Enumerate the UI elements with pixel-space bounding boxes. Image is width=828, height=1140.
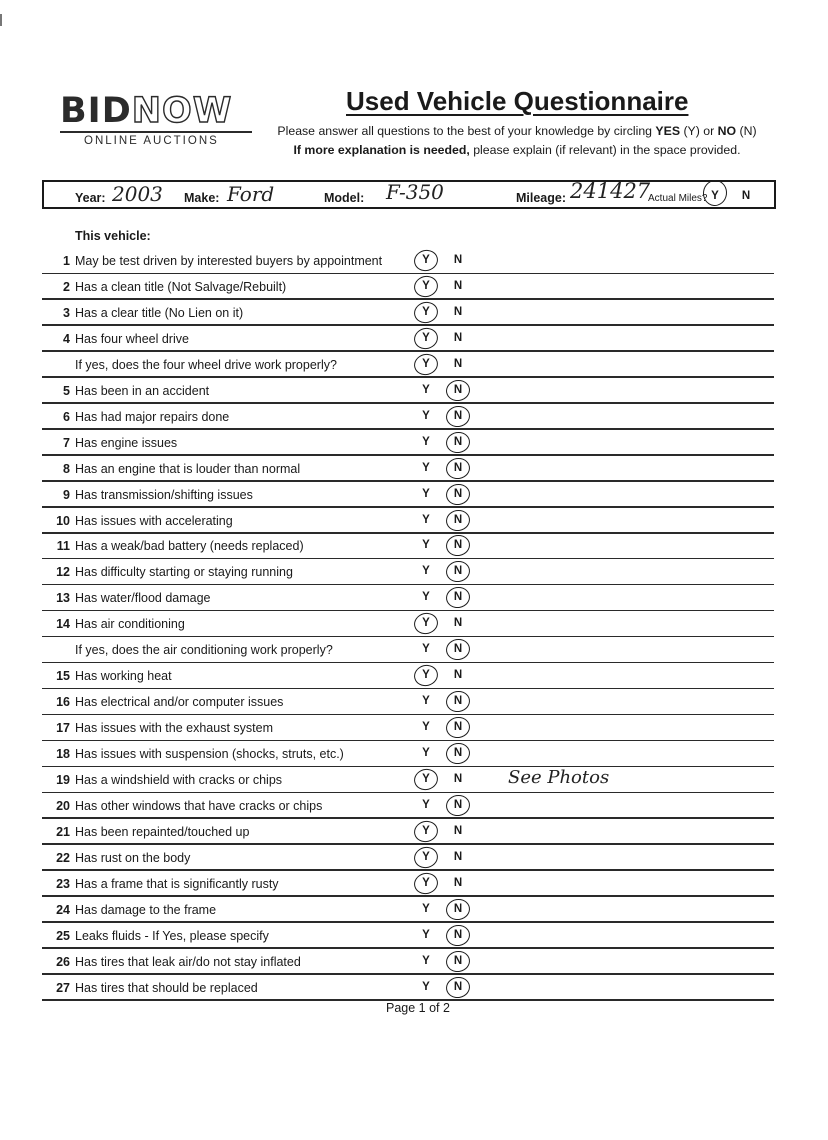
answer-yes-option[interactable]: Y <box>422 928 430 941</box>
answer-no-option[interactable]: N <box>453 798 463 811</box>
question-row <box>42 482 774 508</box>
question-text: Has issues with accelerating <box>75 513 233 528</box>
answer-no-option[interactable]: N <box>453 850 463 863</box>
answer-circle-mark <box>444 585 471 610</box>
bidnow-logo <box>60 93 252 147</box>
question-number: 24 <box>56 902 70 917</box>
question-row <box>42 637 774 663</box>
question-number: 5 <box>63 383 70 398</box>
answer-yes-option[interactable]: Y <box>422 331 430 344</box>
question-number: 9 <box>63 487 70 502</box>
answer-circle-mark <box>444 430 471 455</box>
question-row <box>42 611 774 637</box>
question-number: 27 <box>56 980 70 995</box>
question-text: Has a windshield with cracks or chips <box>75 773 283 787</box>
actual-miles-no[interactable]: N <box>741 190 751 202</box>
question-number: 14 <box>56 617 70 632</box>
answer-circle-mark <box>412 247 440 273</box>
answer-no-option[interactable]: N <box>453 487 463 500</box>
question-number: 11 <box>56 539 70 554</box>
actual-miles-yes[interactable]: Y <box>711 190 719 202</box>
answer-no-option[interactable]: N <box>453 331 463 344</box>
answer-circle-mark <box>444 975 471 1000</box>
question-row <box>42 533 774 559</box>
answer-circle-mark <box>444 689 471 714</box>
question-row <box>42 585 774 611</box>
answer-yes-option[interactable]: Y <box>422 669 430 682</box>
answer-no-option[interactable]: N <box>453 928 463 941</box>
model-value[interactable]: F-350 <box>386 180 444 204</box>
answer-circle-mark <box>444 559 471 584</box>
answer-no-option[interactable]: N <box>453 357 463 370</box>
model-label: Model: <box>324 191 365 205</box>
question-number: 8 <box>63 461 70 476</box>
answer-circle-mark <box>444 793 471 818</box>
answer-no-option[interactable]: N <box>453 721 463 734</box>
question-number: 6 <box>63 409 70 424</box>
question-row <box>42 352 774 378</box>
answer-circle-mark <box>412 663 440 689</box>
answer-circle-mark <box>444 482 471 507</box>
answer-circle-mark <box>444 456 471 481</box>
answer-yes-option[interactable]: Y <box>422 954 430 967</box>
question-text: Has been repainted/touched up <box>75 824 250 839</box>
logo-now: NOW <box>131 91 233 131</box>
question-row <box>42 845 774 871</box>
answer-circle-mark <box>412 299 440 325</box>
instructions-no-code: (N) <box>736 124 757 138</box>
question-row <box>42 741 774 767</box>
question-text: Has a weak/bad battery (needs replaced) <box>75 539 304 554</box>
page-number: Page 1 of 2 <box>386 1001 450 1015</box>
make-label: Make: <box>184 191 220 205</box>
question-row <box>42 274 774 300</box>
answer-yes-option[interactable]: Y <box>422 357 430 370</box>
answer-yes-option[interactable]: Y <box>422 617 430 630</box>
question-number: 10 <box>56 513 70 528</box>
question-text: Has air conditioning <box>75 617 185 632</box>
answer-yes-option[interactable]: Y <box>422 305 430 318</box>
answer-yes-option[interactable]: Y <box>422 643 430 656</box>
page-title: Used Vehicle Questionnaire <box>346 86 689 116</box>
answer-circle-mark <box>412 870 440 896</box>
answer-circle-mark <box>444 404 471 429</box>
question-number: 15 <box>56 669 70 684</box>
question-number: 23 <box>56 876 70 891</box>
answer-no-option[interactable]: N <box>453 435 463 448</box>
vehicle-info-box <box>42 180 776 209</box>
instructions-yes: YES <box>655 124 681 138</box>
answer-yes-option[interactable]: Y <box>422 539 430 552</box>
answer-no-option[interactable]: N <box>453 954 463 967</box>
question-text: Has issues with the exhaust system <box>75 721 273 736</box>
answer-yes-option[interactable]: Y <box>422 902 430 915</box>
question-number: 18 <box>56 747 70 762</box>
question-row <box>42 378 774 404</box>
question-row <box>42 300 774 326</box>
answer-circle-mark <box>412 818 440 844</box>
mileage-value[interactable]: 241427 <box>570 179 651 203</box>
answer-no-option[interactable]: N <box>453 591 463 604</box>
question-row <box>42 430 774 456</box>
question-row <box>42 508 774 534</box>
answer-circle-mark <box>412 611 440 637</box>
answer-no-option[interactable]: N <box>453 539 463 552</box>
question-number: 3 <box>63 305 70 320</box>
answer-yes-option[interactable]: Y <box>422 461 430 474</box>
answer-yes-option[interactable]: Y <box>422 383 430 396</box>
answer-yes-option[interactable]: Y <box>422 798 430 811</box>
answer-circle-mark <box>412 351 440 377</box>
answer-yes-option[interactable]: Y <box>422 409 430 422</box>
question-text: Leaks fluids - If Yes, please specify <box>75 928 269 943</box>
question-number: 4 <box>63 331 70 346</box>
answer-no-option[interactable]: N <box>453 279 463 292</box>
answer-yes-option[interactable]: Y <box>422 435 430 448</box>
answer-yes-option[interactable]: Y <box>422 850 430 863</box>
question-number: 19 <box>56 773 70 787</box>
answer-yes-option[interactable]: Y <box>422 695 430 708</box>
answer-no-option[interactable]: N <box>453 824 463 837</box>
answer-yes-option[interactable]: Y <box>422 747 430 760</box>
question-number: 25 <box>56 928 70 943</box>
question-text: Has electrical and/or computer issues <box>75 695 284 710</box>
question-number: 17 <box>56 721 70 736</box>
answer-no-option[interactable]: N <box>453 254 463 266</box>
question-text: Has an engine that is louder than normal <box>75 461 301 476</box>
answer-circle-mark <box>412 766 440 792</box>
question-text: Has had major repairs done <box>75 409 230 424</box>
answer-circle-mark <box>444 534 471 559</box>
question-number: 12 <box>56 565 70 580</box>
answer-yes-option[interactable]: Y <box>422 773 430 785</box>
question-row <box>42 663 774 689</box>
answer-no-option[interactable]: N <box>453 461 463 474</box>
question-text: Has transmission/shifting issues <box>75 487 253 502</box>
answer-circle-mark <box>412 844 440 870</box>
question-row <box>42 404 774 430</box>
question-text: May be test driven by interested buyers by appointment <box>75 254 383 268</box>
answer-no-option[interactable]: N <box>453 876 463 889</box>
answer-yes-option[interactable]: Y <box>422 487 430 500</box>
logo-subtitle: ONLINE AUCTIONS <box>84 135 219 147</box>
question-number: 1 <box>63 254 70 268</box>
question-row <box>42 689 774 715</box>
answer-circle-mark <box>444 715 471 740</box>
answer-no-option[interactable]: N <box>453 773 463 785</box>
question-row <box>42 456 774 482</box>
question-number: 21 <box>56 824 70 839</box>
answer-circle-mark <box>444 741 471 766</box>
question-row <box>42 949 774 975</box>
question-row <box>42 819 774 845</box>
question-row <box>42 326 774 352</box>
answer-yes-option[interactable]: Y <box>422 721 430 734</box>
answer-no-option[interactable]: N <box>453 305 463 318</box>
actual-miles-label: Actual Miles? <box>648 193 708 204</box>
question-text: Has engine issues <box>75 435 178 450</box>
question-text: Has issues with suspension (shocks, struts, etc.) <box>75 747 344 762</box>
answer-no-option[interactable]: N <box>453 902 463 915</box>
question-number: 22 <box>56 850 70 865</box>
question-text: Has other windows that have cracks or chips <box>75 798 323 813</box>
instructions-bold: If more explanation is needed, <box>293 143 470 157</box>
answer-yes-option[interactable]: Y <box>422 980 430 993</box>
year-value[interactable]: 2003 <box>112 182 163 206</box>
answer-yes-option[interactable]: Y <box>422 824 430 837</box>
question-number: 26 <box>56 954 70 969</box>
scan-margin-mark <box>0 14 2 26</box>
answer-no-option[interactable]: N <box>453 513 463 526</box>
instructions-line-1 <box>0 124 828 138</box>
year-label: Year: <box>75 191 106 205</box>
question-text: Has rust on the body <box>75 850 191 865</box>
answer-circle-mark <box>444 637 471 662</box>
answer-circle-mark <box>444 378 471 403</box>
question-text: Has a clean title (Not Salvage/Rebuilt) <box>75 279 287 294</box>
mileage-label: Mileage: <box>516 191 567 205</box>
answer-yes-option[interactable]: Y <box>422 565 430 578</box>
answer-yes-option[interactable]: Y <box>422 591 430 604</box>
question-row <box>42 975 774 1001</box>
question-row <box>42 871 774 897</box>
handwritten-note[interactable]: See Photos <box>508 767 610 788</box>
question-text: Has difficulty starting or staying running <box>75 565 293 580</box>
question-number: 20 <box>56 798 70 813</box>
answer-no-option[interactable]: N <box>453 669 463 682</box>
question-text: Has damage to the frame <box>75 902 217 917</box>
answer-no-option[interactable]: N <box>453 695 463 708</box>
answer-circle-mark <box>444 897 471 922</box>
question-text: If yes, does the air conditioning work properly? <box>75 643 333 658</box>
answer-no-option[interactable]: N <box>453 980 463 993</box>
answer-circle-mark <box>444 949 471 974</box>
make-value[interactable]: Ford <box>227 182 275 206</box>
logo-bid: BID <box>60 91 132 131</box>
question-number: 16 <box>56 695 70 710</box>
answer-no-option[interactable]: N <box>453 617 463 630</box>
question-number: 7 <box>63 435 70 450</box>
question-text: Has water/flood damage <box>75 591 211 606</box>
question-text: Has a clear title (No Lien on it) <box>75 305 244 320</box>
question-row <box>42 793 774 819</box>
answer-no-option[interactable]: N <box>453 643 463 656</box>
question-row <box>42 923 774 949</box>
question-text: Has working heat <box>75 669 172 684</box>
answer-yes-option[interactable]: Y <box>422 513 430 526</box>
question-text: If yes, does the four wheel drive work properly? <box>75 357 337 372</box>
question-row <box>42 715 774 741</box>
instructions-text: Please answer all questions to the best of your knowledge by circling <box>277 124 656 138</box>
answer-circle-mark <box>444 923 471 948</box>
question-row <box>42 248 774 274</box>
answer-yes-option[interactable]: Y <box>422 254 430 266</box>
answer-yes-option[interactable]: Y <box>422 279 430 292</box>
question-text: Has four wheel drive <box>75 331 189 346</box>
answer-no-option[interactable]: N <box>453 383 463 396</box>
answer-circle-mark <box>412 273 440 299</box>
instructions-rest: please explain (if relevant) in the space provided. <box>469 143 741 157</box>
question-row <box>42 767 774 793</box>
question-text: Has tires that leak air/do not stay inflated <box>75 954 301 969</box>
answer-circle-mark <box>444 508 471 533</box>
question-row <box>42 559 774 585</box>
answer-yes-option[interactable]: Y <box>422 876 430 889</box>
question-row <box>42 897 774 923</box>
answer-no-option[interactable]: N <box>453 409 463 422</box>
question-text: Has been in an accident <box>75 383 210 398</box>
instructions-line-2 <box>0 143 828 157</box>
question-text: Has tires that should be replaced <box>75 980 258 995</box>
answer-circle-mark <box>412 325 440 351</box>
section-label: This vehicle: <box>75 229 151 243</box>
question-number: 2 <box>63 279 70 294</box>
instructions-yes-code: (Y) or <box>680 124 718 138</box>
answer-no-option[interactable]: N <box>453 747 463 760</box>
instructions-no: NO <box>717 124 737 138</box>
question-text: Has a frame that is significantly rusty <box>75 876 279 891</box>
answer-no-option[interactable]: N <box>453 565 463 578</box>
question-number: 13 <box>56 591 70 606</box>
